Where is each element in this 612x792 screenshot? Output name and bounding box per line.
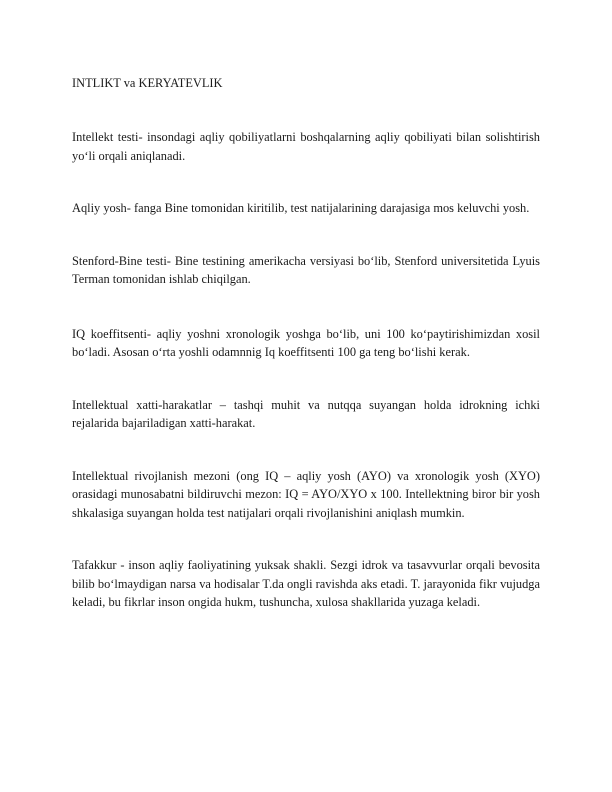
paragraph-intellektual-xatti-harakatlar: Intellektual xatti-harakatlar – tashqi muhit va nutqqa suyangan holda idrokning ichki rejalarida bajariladigan xatti-harakat.	[72, 397, 540, 430]
paragraph-tafakkur: Tafakkur - inson aqliy faoliyatining yuksak shakli. Sezgi idrok va tasavvurlar orqali bevosita bilib bo‘lmaydigan narsa va hodisalar T.da ongli ravishda aks etadi. T. jarayonida fikr vujudga keladi, bu fikrlar inson ongida hukm, tushuncha, xulosa shakllarida yuzaga keladi.	[72, 558, 540, 609]
document-page	[72, 74, 540, 646]
paragraph-intellekt-testi: Intellekt testi- insondagi aqliy qobiliyatlarni boshqalarning aqliy qobiliyati bilan solishtirish yo‘li orqali aniqlanadi.	[72, 130, 540, 163]
paragraph-aqliy-yosh: Aqliy yosh- fanga Bine tomonidan kiritilib, test natijalarining darajasiga mos keluvchi yosh.	[72, 201, 530, 215]
paragraph-iq-koeffitsenti: IQ koeffitsenti- aqliy yoshni xronologik yoshga bo‘lib, uni 100 ko‘paytirishimizdan xosil bo‘ladi. Asosan o‘rta yoshli odamnnig Iq koeffitsenti 100 ga teng bo‘lishi kerak.	[72, 326, 540, 359]
document-title: INTLIKT va KERYATEVLIK	[72, 76, 223, 90]
paragraph-rivojlanish-mezoni: Intellektual rivojlanish mezoni (ong IQ – aqliy yosh (AYO) va xronologik yosh (XYO) orasidagi munosabatni bildiruvchi mezon: IQ = AYO/XYO x 100. Intellektning biror bir yosh shkalasiga suyangan holda test natijalari orqali rivojlanishini aniqlash mumkin.	[72, 468, 540, 520]
paragraph-stenford-bine: Stenford-Bine testi- Bine testining amerikacha versiyasi bo‘lib, Stenford universitetida Lyuis Terman tomonidan ishlab chiqilgan.	[72, 253, 540, 286]
